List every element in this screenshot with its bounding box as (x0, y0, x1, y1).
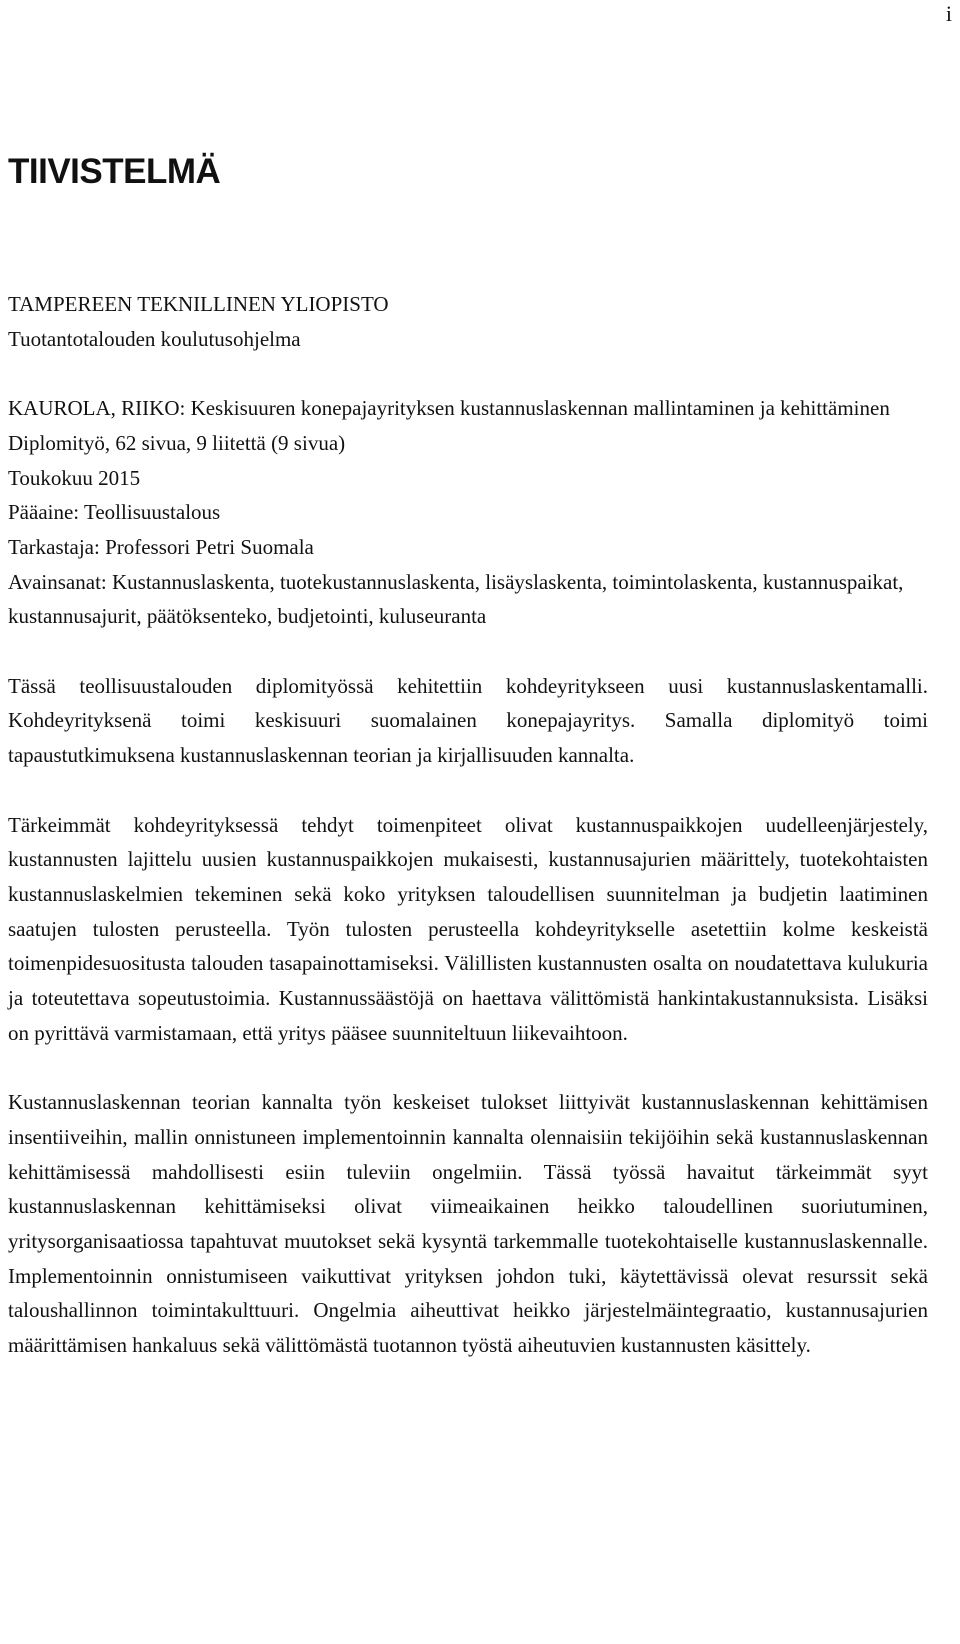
university-name: TAMPEREEN TEKNILLINEN YLIOPISTO (8, 292, 389, 316)
abstract-paragraph: Kustannuslaskennan teorian kannalta työn keskeiset tulokset liittyivät kustannuslaskennan kehittämisen insentiiveihin, mallin onnistuneen implementoinnin kannalta olennaisiin tekijöihin sekä kustannuslaskennan kehittämisessä mahdollisesti esiin tuleviin ongelmiin. Tässä työssä havaitut tärkeimmät syyt kustannuslaskennan kehittämiseksi olivat viimeaikainen heikko taloudellinen suoriutuminen, yritysorganisaatiossa tapahtuvat muutokset sekä kysyntä tarkemmalle tuotekohtaiselle kustannuslaskennalle. Implementoinnin onnistumiseen vaikuttivat yrityksen johdon tuki, käytettävissä olevat resurssit sekä taloushallinnon toimintakulttuuri. Ongelmia aiheuttivat heikko järjestelmäintegraatio, kustannusajurien määrittämisen hankaluus sekä välittömästä tuotannon työstä aiheutuvien kustannusten käsittely. (8, 1090, 928, 1358)
thesis-keywords: Avainsanat: Kustannuslaskenta, tuotekustannuslaskenta, lisäyslaskenta, toimintolaskenta, kustannuspaikat, kustannusajurit, päätöksenteko, budjetointi, kuluseuranta (8, 569, 904, 629)
institution-block (8, 287, 928, 356)
page-number: i (945, 1, 952, 26)
thesis-details: Diplomityö, 62 sivua, 9 liitettä (9 sivua) (8, 430, 346, 455)
abstract-paragraph: Tärkeimmät kohdeyrityksessä tehdyt toimenpiteet olivat kustannuspaikkojen uudelleenjärjestely, kustannusten lajittelu uusien kustannuspaikkojen mukaisesti, kustannusajurien määrittely, tuotekohtaisten kustannuslaskelmien tekeminen sekä koko yrityksen taloudellisen suunnitelman ja budjetin laatiminen saatujen tulosten perusteella. Työn tulosten perusteella kohdeyritykselle asetettiin kolme keskeistä toimenpidesuositusta talouden tasapainottamiseksi. Välillisten kustannusten osalta on noudatettava kulukuria ja toteutettava sopeutustoimia. Kustannussäästöjä on haettava välittömistä hankintakustannuksista. Lisäksi on pyrittävä varmistamaan, että yritys pääsee suunniteltuun liikevaihtoon. (8, 812, 928, 1045)
abstract-paragraph: Tässä teollisuustalouden diplomityössä kehitettiin kohdeyritykseen uusi kustannuslaskentamalli. Kohdeyrityksenä toimi keskisuuri suomalainen konepajayritys. Samalla diplomityö toimi tapaustutkimuksena kustannuslaskennan teorian ja kirjallisuuden kannalta. (8, 673, 928, 768)
abstract-body (8, 669, 928, 1363)
thesis-major: Pääaine: Teollisuustalous (8, 500, 221, 525)
degree-programme: Tuotantotalouden koulutusohjelma (8, 326, 301, 351)
author-and-title: KAUROLA, RIIKO: Keskisuuren konepajayrityksen kustannuslaskennan mallintaminen ja kehittäminen (8, 396, 890, 421)
thesis-info-block (8, 391, 928, 634)
thesis-date: Toukokuu 2015 (8, 465, 141, 490)
page-title: TIIVISTELMÄ (8, 152, 221, 191)
thesis-examiner: Tarkastaja: Professori Petri Suomala (8, 534, 314, 559)
document-body (8, 287, 928, 1363)
